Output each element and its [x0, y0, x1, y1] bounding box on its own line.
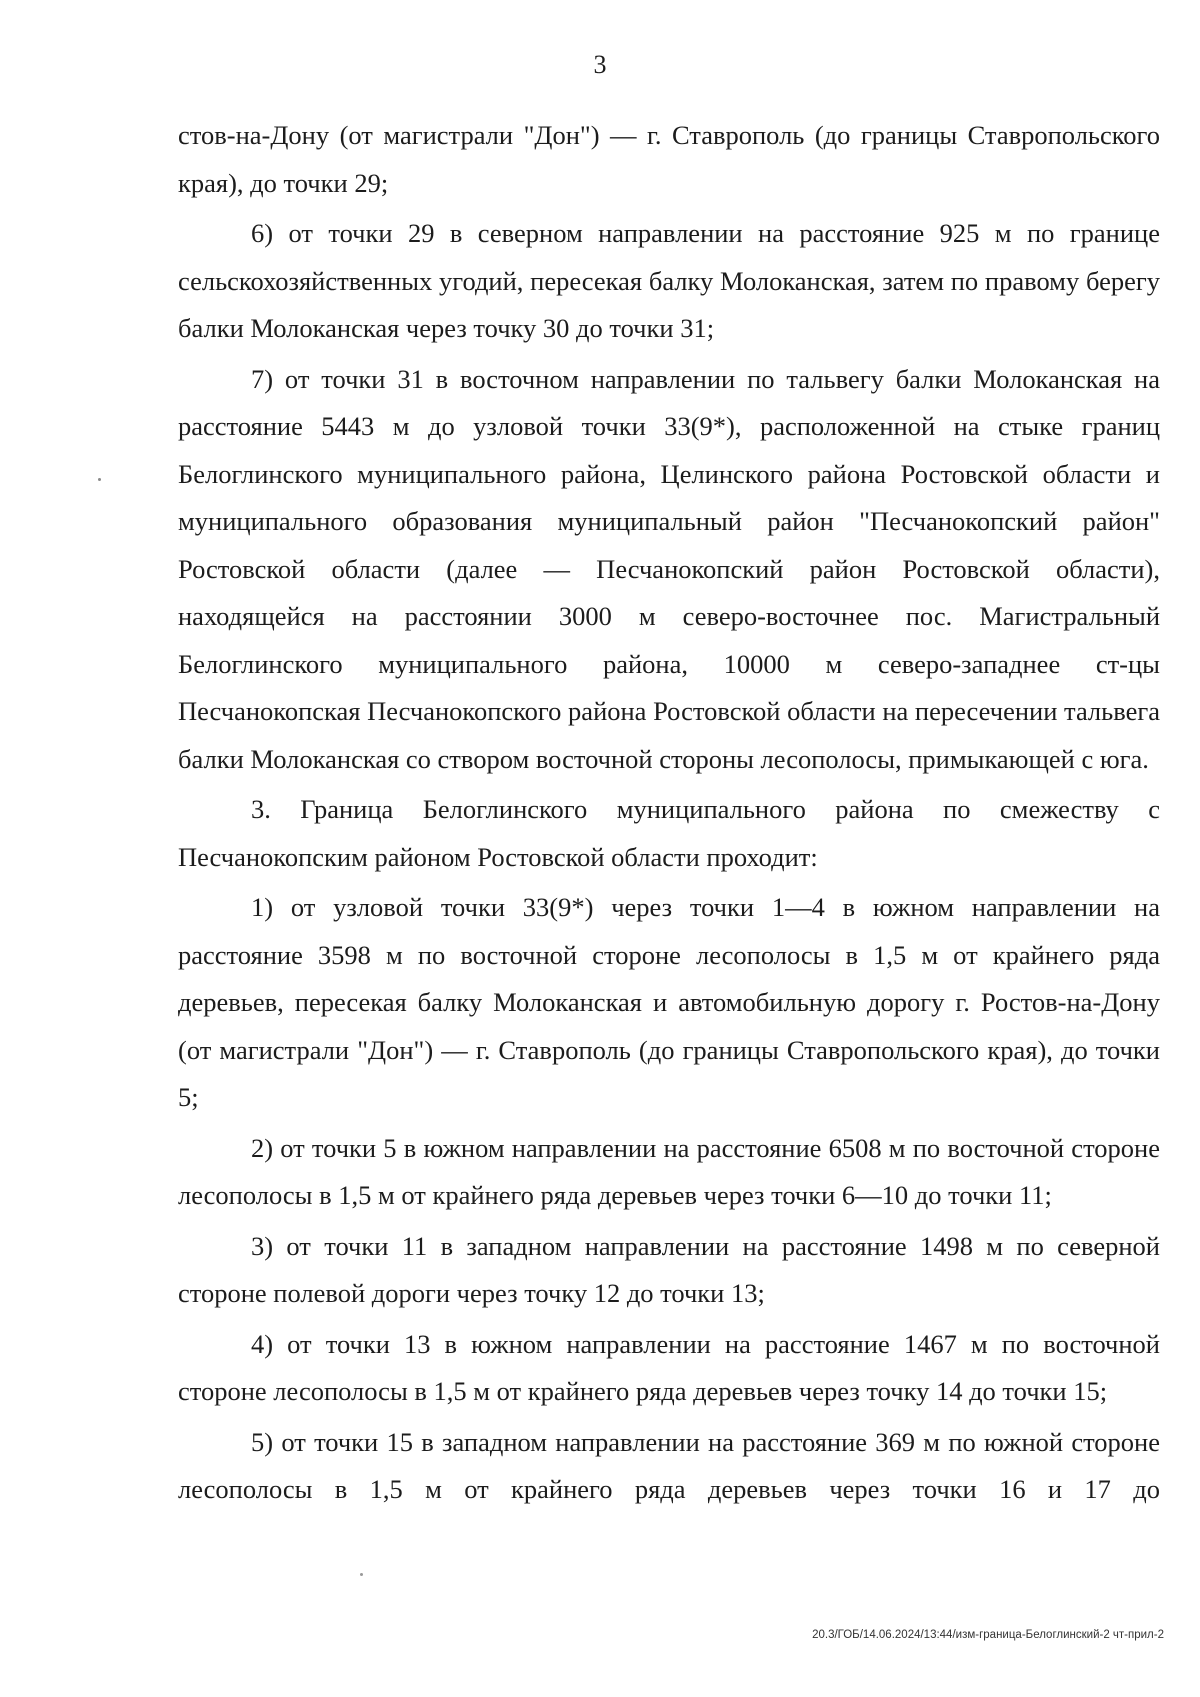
paragraph-section-3-item-5: 5) от точки 15 в западном направлении на расстояние 369 м по южной стороне лесополосы в 1,5 м от крайнего ряда деревьев через точки 16 и 17 до [178, 1426, 1160, 1504]
paragraph-section-3-item-1: 1) от узловой точки 33(9*) через точки 1—4 в южном направлении на расстояние 3598 м по восточной стороне лесополосы в 1,5 м от крайнего ряда деревьев, пересекая балку Молоканская и автомобильную дорогу г. Ростов-на-Дону (от магистрали "Дон") — г. Ставрополь (до границы Ставропольского края), до точки 5; [178, 892, 1160, 1112]
paragraph-continued-route: стов-на-Дону (от магистрали "Дон") — г. Ставрополь (до границы Ставропольского края), до точки 29; [178, 120, 1160, 198]
paragraph-section-3-item-3: 3) от точки 11 в западном направлении на расстояние 1498 м по северной стороне полевой дороги через точку 12 до точки 13; [178, 1230, 1160, 1308]
margin-scan-mark [98, 478, 101, 481]
paragraph-section-3-item-2: 2) от точки 5 в южном направлении на расстояние 6508 м по восточной стороне лесополосы в 1,5 м от крайнего ряда деревьев через точки 6—10 до точки 11; [178, 1132, 1160, 1210]
page-number: 3 [593, 50, 607, 79]
paragraph-section-3-item-4: 4) от точки 13 в южном направлении на расстояние 1467 м по восточной стороне лесополосы в 1,5 м от крайнего ряда деревьев через точку 14 до точки 15; [178, 1328, 1160, 1406]
paragraph-section-3: 3. Граница Белоглинского муниципального района по смежеству с Песчанокопским районом Ростовской области проходит: [178, 794, 1160, 872]
document-body [178, 112, 1160, 1517]
scan-artifact-dot [360, 1573, 363, 1576]
footer-document-code: 20.3/ГОБ/14.06.2024/13:44/изм-граница-Белоглинский-2 чт-прил-2 [812, 1629, 1164, 1641]
paragraph-item-6: 6) от точки 29 в северном направлении на расстояние 925 м по границе сельскохозяйственных угодий, пересекая балку Молоканская, затем по правому берегу балки Молоканская через точку 30 до точки 31; [178, 218, 1160, 343]
paragraph-item-7: 7) от точки 31 в восточном направлении по тальвегу балки Молоканская на расстояние 5443 м до узловой точки 33(9*), расположенной на стыке границ Белоглинского муниципального района, Целинского района Ростовской области и муниципального образования муниципальный район "Песчанокопский район" Ростовской области (далее — Песчанокопский район Ростовской области), находящейся на расстоянии 3000 м северо-восточнее пос. Магистральный Белоглинского муниципального района, 10000 м северо-западнее ст-цы Песчанокопская Песчанокопского района Ростовской области на пересечении тальвега балки Молоканская со створом восточной стороны лесополосы, примыкающей с юга. [178, 363, 1160, 774]
